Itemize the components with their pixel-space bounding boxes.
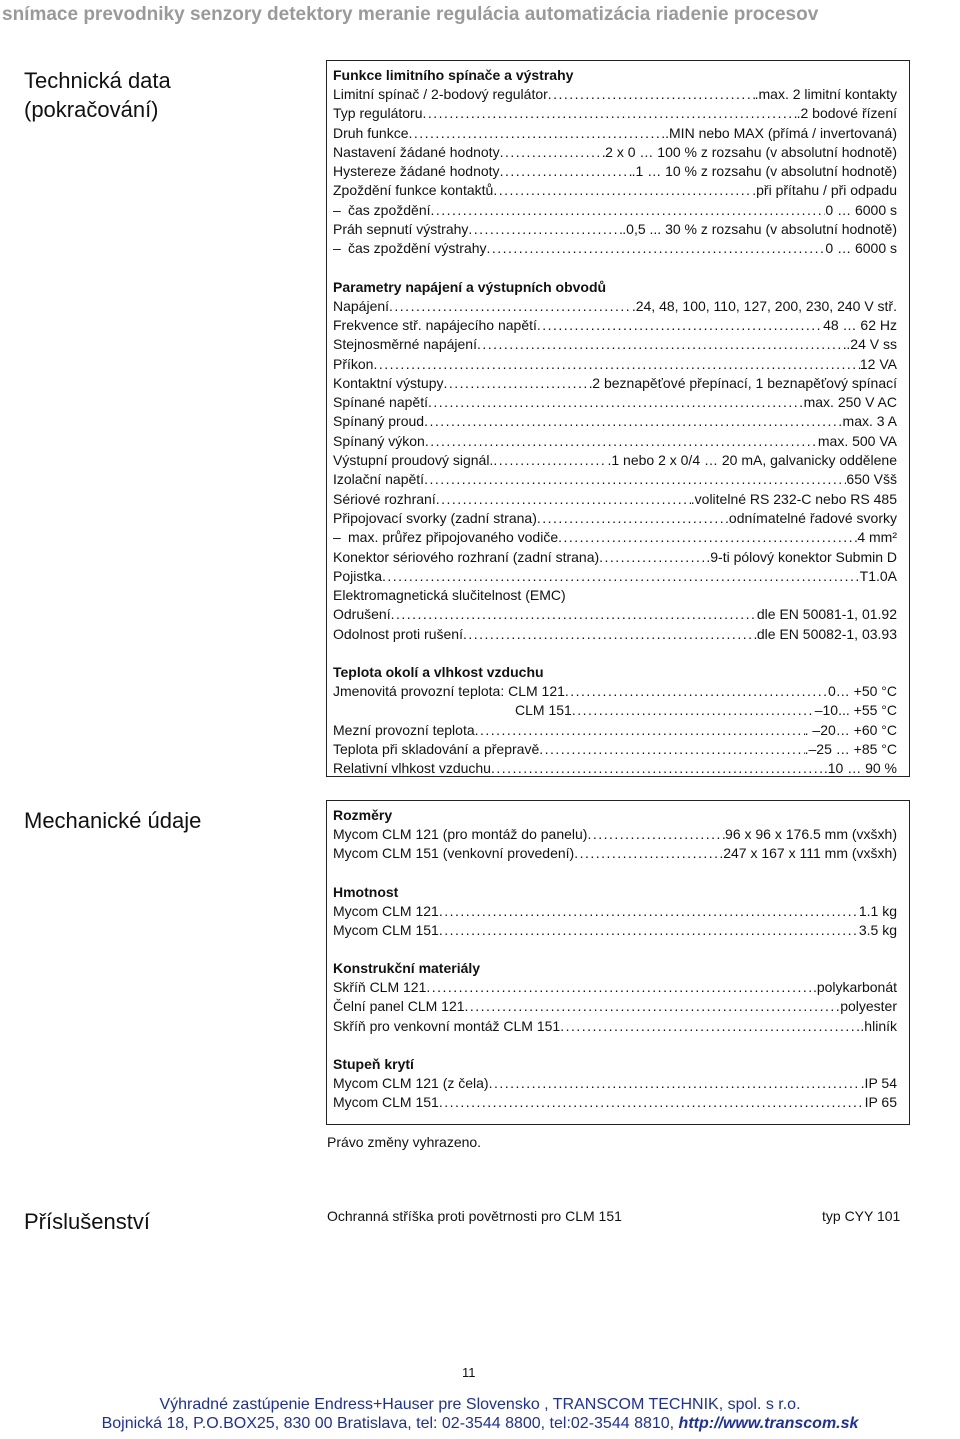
- dot-leader: [425, 432, 818, 451]
- dot-leader: [500, 143, 606, 162]
- spec-row: Čelní panel CLM 121 . . . polyester: [333, 997, 909, 1016]
- spec-row: Mycom CLM 151 . . . IP 65: [333, 1093, 909, 1112]
- dot-leader: [489, 1074, 861, 1093]
- dot-leader: [424, 412, 842, 431]
- spec-row: – čas zpoždění výstrahy . . . 0 … 6000 s: [333, 239, 909, 258]
- dot-leader: [423, 104, 797, 123]
- change-notice: Právo změny vyhrazeno.: [327, 1134, 482, 1150]
- dot-leader: [465, 997, 841, 1016]
- dot-leader: [426, 978, 813, 997]
- spec-row: Zpoždění funkce kontaktů . . . .při přítahu / při odpadu: [333, 181, 909, 200]
- dot-leader: [444, 374, 593, 393]
- spec-row: Mezní provozní teplota . . . . –20… +60 °C: [333, 721, 909, 740]
- dot-leader: [560, 1017, 860, 1036]
- dot-leader: [391, 605, 757, 624]
- spec-row: Stejnosměrné napájení . . . .24 V ss: [333, 335, 909, 354]
- dot-leader: [439, 902, 859, 921]
- spec-row: Odolnost proti rušení . . . dle EN 50082-1, 03.93: [333, 625, 909, 644]
- footer-line1: Výhradné zastúpenie Endress+Hauser pre Slovensko , TRANSCOM TECHNIK, spol. s r.o.: [159, 1396, 801, 1413]
- spec-row: Mycom CLM 121 (z čela) . . . .IP 54: [333, 1074, 909, 1093]
- spec-row: Elektromagnetická slučitelnost (EMC): [333, 587, 566, 604]
- dot-leader: [408, 124, 665, 143]
- spec-row: Mycom CLM 151 (venkovní provedení) . . . .247 x 167 x 111 mm (vxšxh): [333, 844, 909, 863]
- spec-row: Sériové rozhraní . . . .volitelné RS 232-C nebo RS 485: [333, 490, 909, 509]
- spec-row: Pojistka . . . T1.0A: [333, 567, 909, 586]
- mechanical-title: Mechanické údaje: [24, 808, 202, 833]
- spec-row: Mycom CLM 151 . . . 3.5 kg: [333, 921, 909, 940]
- section-heading: Konstrukční materiály: [333, 960, 481, 977]
- dot-leader: [565, 682, 828, 701]
- dot-leader: [424, 470, 846, 489]
- spec-row: Připojovací svorky (zadní strana) . . . .odnímatelné řadové svorky: [333, 509, 909, 528]
- section-heading: Hmotnost: [333, 883, 399, 900]
- dot-leader: [500, 162, 632, 181]
- header-banner: snímace prevodniky senzory detektory meranie regulácia automatizácia riadenie procesov: [2, 4, 819, 25]
- accessories-title: Příslušenství: [24, 1209, 150, 1234]
- spec-row: Kontaktní výstupy . . . 2 beznapěťové přepínací, 1 beznapěťový spínací: [333, 374, 909, 393]
- accessory-type: typ CYY 101: [822, 1208, 901, 1224]
- section-heading: Funkce limitního spínače a výstrahy: [333, 67, 574, 83]
- technical-data-title: [24, 66, 171, 124]
- spec-row: Mycom CLM 121 . . . 1.1 kg: [333, 902, 909, 921]
- section-heading: Parametry napájení a výstupních obvodů: [333, 278, 607, 295]
- spec-row: – čas zpoždění . . . 0 … 6000 s: [333, 201, 909, 220]
- dot-leader: [537, 316, 823, 335]
- dot-leader: [477, 335, 846, 354]
- spec-row: Druh funkce . . . .MIN nebo MAX (přímá / invertovaná): [333, 124, 909, 143]
- spec-row: Konektor sériového rozhraní (zadní strana) . . . .9-ti pólový konektor Submin D: [333, 548, 909, 567]
- dot-leader: [574, 844, 719, 863]
- dot-leader: [558, 528, 857, 547]
- spec-row: Izolační napětí . . . 650 Všš: [333, 470, 909, 489]
- spec-row: – max. průřez připojovaného vodiče . . . 4 mm²: [333, 528, 909, 547]
- dot-leader: [572, 701, 815, 720]
- dot-leader: [587, 825, 725, 844]
- dot-leader: [439, 1093, 865, 1112]
- spec-row: Spínaný výkon . . . max. 500 VA: [333, 432, 909, 451]
- footer-address: Bojnická 18, P.O.BOX25, 830 00 Bratislava, tel: 02-3544 8800, tel:02-3544 8810,: [101, 1415, 679, 1432]
- dot-leader: [491, 759, 824, 778]
- dot-leader: [493, 181, 752, 200]
- accessory-item: Ochranná stříška proti povětrnosti pro CLM 151: [327, 1208, 622, 1224]
- spec-row: Výstupní proudový signál. . . . .1 nebo 2 x 0/4 … 20 mA, galvanicky oddělene: [333, 451, 909, 470]
- section-heading: Rozměry: [333, 807, 393, 823]
- spec-row: Spínaný proud . . . max. 3 A: [333, 412, 909, 431]
- dot-leader: [389, 297, 632, 316]
- dot-leader: [599, 548, 706, 567]
- technical-title-line2: (pokračování): [24, 97, 159, 122]
- dot-leader: [537, 509, 725, 528]
- technical-data-box: [326, 60, 910, 777]
- dot-leader: [373, 355, 859, 374]
- spec-row: Hystereze žádané hodnoty . . . .1 … 10 % z rozsahu (v absolutní hodnotě): [333, 162, 909, 181]
- dot-leader: [487, 239, 826, 258]
- spec-row: Spínané napětí . . . max. 250 V AC: [333, 393, 909, 412]
- page-number: 11: [462, 1365, 476, 1380]
- spec-row: Napájení . . . .24, 48, 100, 110, 127, 200, 230, 240 V stř.: [333, 297, 909, 316]
- dot-leader: [539, 740, 804, 759]
- footer-website-link[interactable]: http://www.transcom.sk: [678, 1415, 859, 1432]
- spec-row: CLM 151 . . . –10... +55 °C: [333, 701, 909, 720]
- dot-leader: [439, 921, 859, 940]
- spec-row: Odrušení . . . dle EN 50081-1, 01.92: [333, 605, 909, 624]
- spec-row: Mycom CLM 121 (pro montáž do panelu) . . . 96 x 96 x 176.5 mm (vxšxh): [333, 825, 909, 844]
- spec-row: Relativní vlhkost vzduchu . . . .10 … 90 %: [333, 759, 909, 778]
- spec-row: Teplota při skladování a přepravě . . . .–25 … +85 °C: [333, 740, 909, 759]
- dash-icon: –: [333, 529, 341, 546]
- dot-leader: [548, 85, 755, 104]
- spec-row: Příkon . . . 12 VA: [333, 355, 909, 374]
- spec-row: Nastavení žádané hodnoty . . . 2 x 0 … 100 % z rozsahu (v absolutní hodnotě): [333, 143, 909, 162]
- spec-row: Frekvence stř. napájecího napětí . . . 48 … 62 Hz: [333, 316, 909, 335]
- section-heading: Teplota okolí a vlhkost vzduchu: [333, 664, 544, 681]
- dash-icon: –: [333, 240, 341, 257]
- dash-icon: –: [333, 201, 341, 218]
- mechanical-data-box: [326, 800, 910, 1125]
- dot-leader: [428, 393, 804, 412]
- section-heading: Stupeň krytí: [333, 1056, 414, 1073]
- dot-leader: [468, 220, 622, 239]
- dot-leader: [493, 451, 607, 470]
- technical-title-line1: Technická data: [24, 68, 171, 93]
- footer-line2: [0, 1414, 960, 1433]
- spec-row: Typ regulátoru . . . .2 bodové řízení: [333, 104, 909, 123]
- dot-leader: [382, 567, 860, 586]
- spec-row: Limitní spínač / 2-bodový regulátor . . . .max. 2 limitní kontakty: [333, 85, 909, 104]
- dot-leader: [475, 721, 805, 740]
- spec-row: Práh sepnutí výstrahy . . . .0,5 ... 30 % z rozsahu (v absolutní hodnotě): [333, 220, 909, 239]
- spec-row: Skříň CLM 121 . . . .polykarbonát: [333, 978, 909, 997]
- spec-row: Skříň pro venkovní montáž CLM 151 . . . .hliník: [333, 1017, 909, 1036]
- dot-leader: [431, 201, 826, 220]
- spec-row: Jmenovitá provozní teplota: CLM 121 . . . 0… +50 °C: [333, 682, 909, 701]
- dot-leader: [463, 625, 757, 644]
- dot-leader: [436, 490, 691, 509]
